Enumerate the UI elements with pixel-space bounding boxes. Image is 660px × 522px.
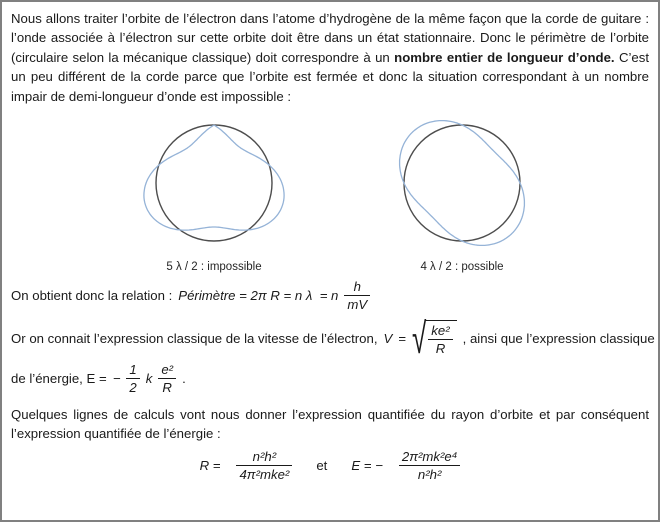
final-formulas-row xyxy=(11,449,649,482)
speed-frac-denominator: R xyxy=(428,339,452,356)
energy-formula-lhs: E = − xyxy=(351,457,383,473)
figure-impossible-orbit xyxy=(126,110,302,273)
energy-text-before: de l’énergie, E = xyxy=(11,371,107,387)
energy-k-factor: k xyxy=(145,371,153,387)
speed-fraction xyxy=(428,323,452,356)
speed-equals: = xyxy=(398,330,407,346)
speed-line xyxy=(11,313,655,363)
orbit-wave-impossible-diagram xyxy=(126,110,302,260)
speed-text-after: , ainsi que l’expression classique xyxy=(462,330,655,346)
energy-period: . xyxy=(182,371,186,387)
orbit-wave-possible-diagram xyxy=(374,110,550,260)
radius-formula-lhs: R = xyxy=(199,457,221,473)
energy-frac2-numerator: e² xyxy=(161,362,174,378)
sqrt-expression xyxy=(412,313,457,363)
speed-text-before: Or on connait l’expression classique de la vitesse de l’électron, xyxy=(11,330,378,346)
relation-prefix: On obtient donc la relation : xyxy=(11,288,173,304)
radicand xyxy=(425,320,456,356)
caption-possible: 4 λ / 2 : possible xyxy=(420,261,504,274)
relation-formula-body: Périmètre = 2π R = n λ = n xyxy=(178,288,339,304)
relation-line xyxy=(11,279,649,312)
speed-variable: V xyxy=(383,330,393,346)
radius-frac-numerator: n²h² xyxy=(252,448,277,464)
energy-frac2-denominator: R xyxy=(158,378,176,395)
relation-frac-numerator: h xyxy=(353,279,361,295)
energy-final-frac-denominator: n²h² xyxy=(399,465,461,482)
energy-line xyxy=(11,362,649,395)
energy-minus-sign: − xyxy=(112,371,121,387)
energy-frac1-denominator: 2 xyxy=(126,378,139,395)
energy-final-frac-numerator: 2π²mk²e⁴ xyxy=(401,448,458,464)
radius-formula-fraction xyxy=(236,449,292,482)
energy-fraction-e2R xyxy=(158,362,176,395)
conclusion-paragraph: Quelques lignes de calculs vont nous donner l’expression quantifiée du rayon d’orbite et par conséquent l’expression quantifiée de l’énergie : xyxy=(11,407,649,442)
caption-impossible: 5 λ / 2 : impossible xyxy=(166,261,262,274)
relation-fraction xyxy=(344,279,370,312)
relation-frac-denominator: mV xyxy=(344,295,370,312)
intro-text-1: Nous allons traiter l’orbite de l’électron dans l’atome d’hydrogène de la même façon que la corde de guitare : l’onde associée à l’électron sur cette orbite doit être dans un état stationnaire. Donc le périmètre de l’orbite (circulaire selon la mécanique classique) doit correspondre à un xyxy=(11,11,649,65)
speed-frac-numerator: ke² xyxy=(431,323,450,339)
radical-sign: √ xyxy=(412,313,427,363)
intro-text-bold: nombre entier de longueur d’onde. xyxy=(394,49,615,65)
energy-formula-fraction xyxy=(399,449,461,482)
intro-text-2: C’est un peu différent de la corde parce que l’orbite est fermée et donc la situation correspondant à un nombre impair de demi-longueur d’onde est impossible : xyxy=(11,49,649,104)
figure-possible-orbit xyxy=(374,110,550,273)
energy-fraction-half xyxy=(126,362,139,395)
energy-frac1-numerator: 1 xyxy=(129,362,137,378)
intro-paragraph xyxy=(11,9,649,106)
diagrams-row xyxy=(11,110,649,273)
and-connector: et xyxy=(316,457,328,473)
radius-frac-denominator: 4π²mke² xyxy=(236,465,292,482)
